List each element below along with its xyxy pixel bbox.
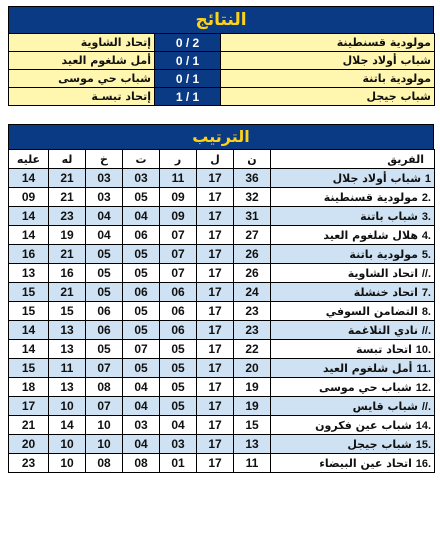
cell-won: 11	[160, 169, 197, 188]
cell-won: 07	[160, 245, 197, 264]
cell-goals-against: 18	[9, 378, 49, 397]
cell-lost: 05	[86, 340, 123, 359]
table-row	[9, 378, 435, 397]
cell-points: 13	[234, 435, 271, 454]
team-name: اتحاد الشاوية	[347, 266, 418, 280]
cell-points: 23	[234, 321, 271, 340]
cell-played: 17	[197, 226, 234, 245]
team-name: شباب جيجل	[347, 437, 412, 451]
cell-goals-against: 16	[9, 245, 49, 264]
standings-header-row	[9, 150, 435, 169]
team-rank: 1	[424, 172, 431, 185]
cell-drawn: 05	[123, 245, 160, 264]
cell-team	[271, 454, 435, 473]
team-rank: 2.	[421, 191, 431, 204]
cell-drawn: 04	[123, 378, 160, 397]
cell-points: 26	[234, 245, 271, 264]
team-name: شباب باتنة	[360, 209, 418, 223]
cell-team	[271, 302, 435, 321]
away-team: شباب حي موسى	[9, 70, 155, 88]
cell-played: 17	[197, 397, 234, 416]
team-name: مولودية قسنطينة	[323, 190, 418, 204]
team-name: التضامن السوفي	[325, 304, 418, 318]
cell-goals-for: 21	[49, 188, 86, 207]
cell-drawn: 07	[123, 340, 160, 359]
header-lost: خ	[86, 150, 123, 169]
cell-points: 27	[234, 226, 271, 245]
cell-won: 06	[160, 302, 197, 321]
table-row	[9, 340, 435, 359]
results-panel	[8, 6, 434, 106]
cell-drawn: 04	[123, 435, 160, 454]
team-name: مولودية باتنة	[349, 247, 418, 261]
cell-goals-for: 13	[49, 378, 86, 397]
cell-lost: 08	[86, 454, 123, 473]
cell-played: 17	[197, 283, 234, 302]
table-row	[9, 435, 435, 454]
cell-team	[271, 188, 435, 207]
team-name: اتحاد عين البيضاء	[319, 456, 412, 470]
cell-goals-for: 21	[49, 169, 86, 188]
cell-lost: 06	[86, 302, 123, 321]
cell-team	[271, 416, 435, 435]
cell-played: 17	[197, 302, 234, 321]
table-row	[9, 188, 435, 207]
cell-goals-for: 16	[49, 264, 86, 283]
cell-played: 17	[197, 188, 234, 207]
cell-points: 32	[234, 188, 271, 207]
home-team: مولودية قسنطينة	[221, 34, 435, 52]
team-name: شباب عين فكرون	[315, 418, 412, 432]
table-row	[9, 302, 435, 321]
team-rank: 8.	[421, 305, 431, 318]
cell-lost: 05	[86, 264, 123, 283]
cell-team	[271, 378, 435, 397]
cell-lost: 05	[86, 245, 123, 264]
header-goals-for: له	[49, 150, 86, 169]
cell-won: 05	[160, 397, 197, 416]
team-rank: 4.	[421, 229, 431, 242]
cell-team	[271, 226, 435, 245]
header-drawn: ت	[123, 150, 160, 169]
cell-played: 17	[197, 378, 234, 397]
match-score: 0 / 2	[155, 34, 221, 52]
cell-goals-for: 10	[49, 397, 86, 416]
cell-drawn: 05	[123, 359, 160, 378]
cell-goals-for: 19	[49, 226, 86, 245]
cell-goals-against: 20	[9, 435, 49, 454]
cell-team	[271, 435, 435, 454]
team-name: اتحاد خنشلة	[353, 285, 418, 299]
header-team: الفريق	[271, 150, 435, 169]
cell-points: 15	[234, 416, 271, 435]
cell-goals-against: 13	[9, 264, 49, 283]
cell-won: 04	[160, 416, 197, 435]
cell-team	[271, 321, 435, 340]
cell-played: 17	[197, 454, 234, 473]
cell-goals-against: 14	[9, 340, 49, 359]
away-team: أمل شلغوم العيد	[9, 52, 155, 70]
cell-played: 17	[197, 359, 234, 378]
cell-drawn: 08	[123, 454, 160, 473]
team-rank: 5.	[421, 248, 431, 261]
cell-played: 17	[197, 207, 234, 226]
team-name: شباب قايس	[352, 399, 418, 413]
cell-goals-against: 09	[9, 188, 49, 207]
header-won: ر	[160, 150, 197, 169]
cell-goals-for: 10	[49, 454, 86, 473]
cell-won: 05	[160, 340, 197, 359]
match-score: 0 / 1	[155, 70, 221, 88]
cell-points: 11	[234, 454, 271, 473]
cell-won: 07	[160, 226, 197, 245]
home-team: مولودية باتنة	[221, 70, 435, 88]
cell-goals-against: 23	[9, 454, 49, 473]
cell-points: 23	[234, 302, 271, 321]
cell-won: 05	[160, 378, 197, 397]
cell-points: 24	[234, 283, 271, 302]
cell-won: 07	[160, 264, 197, 283]
team-name: أمل شلغوم العيد	[322, 361, 413, 375]
standings-title: الترتيب	[8, 124, 434, 149]
table-row	[9, 264, 435, 283]
cell-drawn: 05	[123, 188, 160, 207]
cell-lost: 07	[86, 397, 123, 416]
table-row	[9, 283, 435, 302]
team-rank: 15.	[415, 438, 431, 451]
cell-played: 17	[197, 264, 234, 283]
team-name: اتحاد تبسة	[355, 342, 412, 356]
cell-lost: 04	[86, 226, 123, 245]
cell-goals-for: 23	[49, 207, 86, 226]
home-team: شباب أولاد جلال	[221, 52, 435, 70]
standings-panel	[8, 124, 434, 473]
cell-points: 26	[234, 264, 271, 283]
away-team: إتحاد تبسـة	[9, 88, 155, 106]
cell-won: 09	[160, 207, 197, 226]
cell-team	[271, 207, 435, 226]
cell-goals-for: 10	[49, 435, 86, 454]
result-row	[9, 34, 435, 52]
header-points: ن	[234, 150, 271, 169]
cell-points: 22	[234, 340, 271, 359]
cell-team	[271, 397, 435, 416]
results-table	[8, 33, 435, 106]
standings-table	[8, 149, 435, 473]
header-goals-against: عليه	[9, 150, 49, 169]
cell-team	[271, 264, 435, 283]
cell-points: 19	[234, 397, 271, 416]
cell-played: 17	[197, 416, 234, 435]
cell-team	[271, 245, 435, 264]
cell-drawn: 04	[123, 397, 160, 416]
table-row	[9, 226, 435, 245]
cell-team	[271, 283, 435, 302]
cell-lost: 08	[86, 378, 123, 397]
table-row	[9, 169, 435, 188]
cell-lost: 07	[86, 359, 123, 378]
team-rank: 11.	[416, 362, 431, 375]
table-row	[9, 245, 435, 264]
table-row	[9, 359, 435, 378]
cell-played: 17	[197, 340, 234, 359]
team-rank: 7.	[421, 286, 431, 299]
cell-goals-against: 14	[9, 207, 49, 226]
cell-won: 03	[160, 435, 197, 454]
team-rank: 10.	[415, 343, 431, 356]
away-team: إتحاد الشاوية	[9, 34, 155, 52]
cell-lost: 10	[86, 416, 123, 435]
cell-lost: 06	[86, 321, 123, 340]
cell-lost: 03	[86, 188, 123, 207]
team-rank: 12.	[415, 381, 431, 394]
cell-won: 05	[160, 359, 197, 378]
cell-goals-against: 15	[9, 359, 49, 378]
team-rank: 14.	[415, 419, 431, 432]
home-team: شباب جيجل	[221, 88, 435, 106]
table-row	[9, 321, 435, 340]
cell-points: 19	[234, 378, 271, 397]
cell-lost: 04	[86, 207, 123, 226]
cell-goals-for: 21	[49, 245, 86, 264]
cell-drawn: 05	[123, 302, 160, 321]
cell-team	[271, 340, 435, 359]
cell-played: 17	[197, 435, 234, 454]
cell-team	[271, 169, 435, 188]
match-score: 1 / 1	[155, 88, 221, 106]
cell-goals-against: 14	[9, 321, 49, 340]
cell-goals-for: 13	[49, 340, 86, 359]
cell-won: 09	[160, 188, 197, 207]
cell-drawn: 05	[123, 321, 160, 340]
match-score: 0 / 1	[155, 52, 221, 70]
table-row	[9, 454, 435, 473]
cell-team	[271, 359, 435, 378]
cell-goals-against: 17	[9, 397, 49, 416]
team-name: نادي التلاغمة	[347, 323, 418, 337]
cell-points: 36	[234, 169, 271, 188]
cell-drawn: 05	[123, 264, 160, 283]
team-name: شباب أولاد جلال	[332, 171, 422, 185]
cell-played: 17	[197, 245, 234, 264]
cell-won: 01	[160, 454, 197, 473]
cell-points: 20	[234, 359, 271, 378]
cell-won: 06	[160, 283, 197, 302]
result-row	[9, 52, 435, 70]
cell-goals-against: 15	[9, 302, 49, 321]
cell-drawn: 04	[123, 207, 160, 226]
cell-drawn: 06	[123, 283, 160, 302]
cell-won: 06	[160, 321, 197, 340]
cell-goals-for: 15	[49, 302, 86, 321]
cell-played: 17	[197, 169, 234, 188]
cell-goals-against: 21	[9, 416, 49, 435]
team-name: شباب حي موسى	[318, 380, 412, 394]
result-row	[9, 70, 435, 88]
cell-goals-for: 11	[49, 359, 86, 378]
team-rank: 16.	[415, 457, 431, 470]
table-row	[9, 416, 435, 435]
results-title: النتائج	[8, 6, 434, 33]
team-rank: 3.	[421, 210, 431, 223]
team-rank: //.	[421, 267, 431, 280]
cell-goals-against: 14	[9, 226, 49, 245]
cell-lost: 10	[86, 435, 123, 454]
cell-played: 17	[197, 321, 234, 340]
cell-drawn: 03	[123, 169, 160, 188]
cell-goals-against: 14	[9, 169, 49, 188]
result-row	[9, 88, 435, 106]
table-row	[9, 397, 435, 416]
cell-goals-for: 21	[49, 283, 86, 302]
cell-goals-for: 14	[49, 416, 86, 435]
cell-points: 31	[234, 207, 271, 226]
team-rank: //.	[421, 324, 431, 337]
table-row	[9, 207, 435, 226]
cell-drawn: 06	[123, 226, 160, 245]
cell-goals-against: 15	[9, 283, 49, 302]
team-rank: //.	[421, 400, 431, 413]
cell-lost: 03	[86, 169, 123, 188]
team-name: هلال شلغوم العيد	[323, 228, 418, 242]
cell-goals-for: 13	[49, 321, 86, 340]
header-played: ل	[197, 150, 234, 169]
cell-lost: 05	[86, 283, 123, 302]
cell-drawn: 03	[123, 416, 160, 435]
